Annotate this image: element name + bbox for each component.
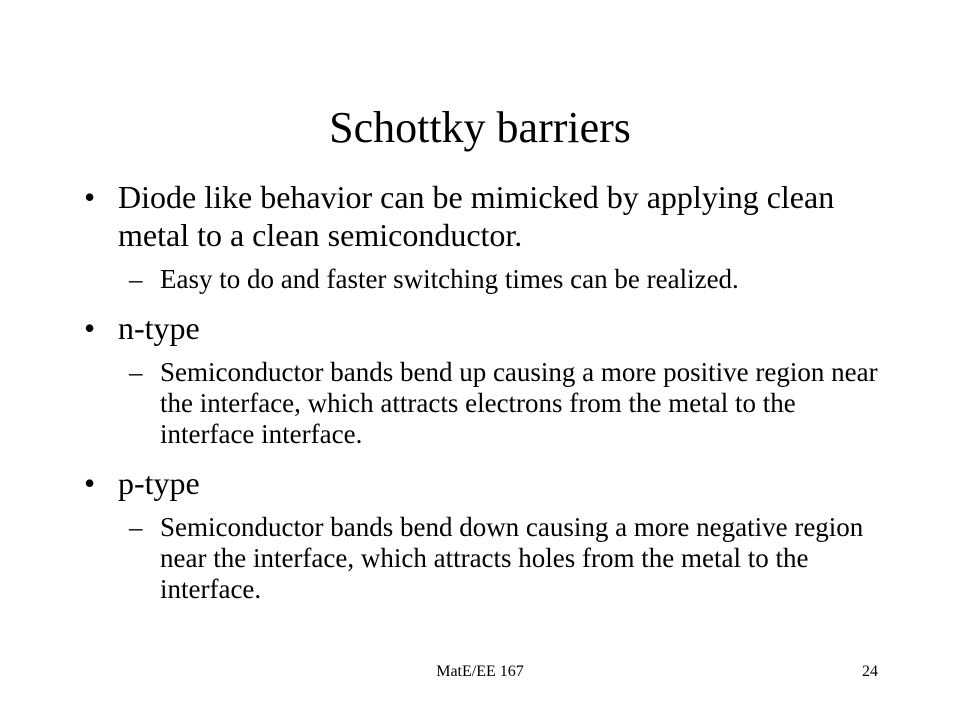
- bullet-text: n-type: [118, 310, 200, 346]
- bullet-item-p-type: [80, 464, 880, 502]
- dash-icon: –: [129, 512, 143, 542]
- dash-icon: –: [129, 357, 143, 387]
- dash-icon: –: [129, 264, 143, 294]
- slide-title: Schottky barriers: [329, 103, 631, 152]
- bullet-icon: •: [84, 465, 96, 501]
- page-number: 24: [862, 663, 878, 680]
- sub-item-text: Semiconductor bands bend up causing a more positive region near the interface, which attracts electrons from the metal to the interface interface.: [160, 357, 878, 449]
- bullet-item-n-type: [80, 309, 880, 347]
- sub-item-diode: [80, 264, 880, 295]
- sub-item-text: Semiconductor bands bend down causing a more negative region near the interface, which attracts holes from the metal to the interface.: [160, 512, 864, 604]
- sub-item-p-type: [80, 512, 880, 605]
- footer-course-label: MatE/EE 167: [436, 663, 524, 680]
- sub-item-text: Easy to do and faster switching times can be realized.: [160, 264, 739, 294]
- slide-body: [80, 178, 880, 619]
- bullet-icon: •: [84, 310, 96, 346]
- bullet-item-diode: [80, 178, 880, 254]
- bullet-text: p-type: [118, 465, 200, 501]
- sub-item-n-type: [80, 357, 880, 450]
- bullet-icon: •: [84, 179, 96, 215]
- bullet-text: Diode like behavior can be mimicked by applying clean metal to a clean semiconductor.: [118, 179, 835, 253]
